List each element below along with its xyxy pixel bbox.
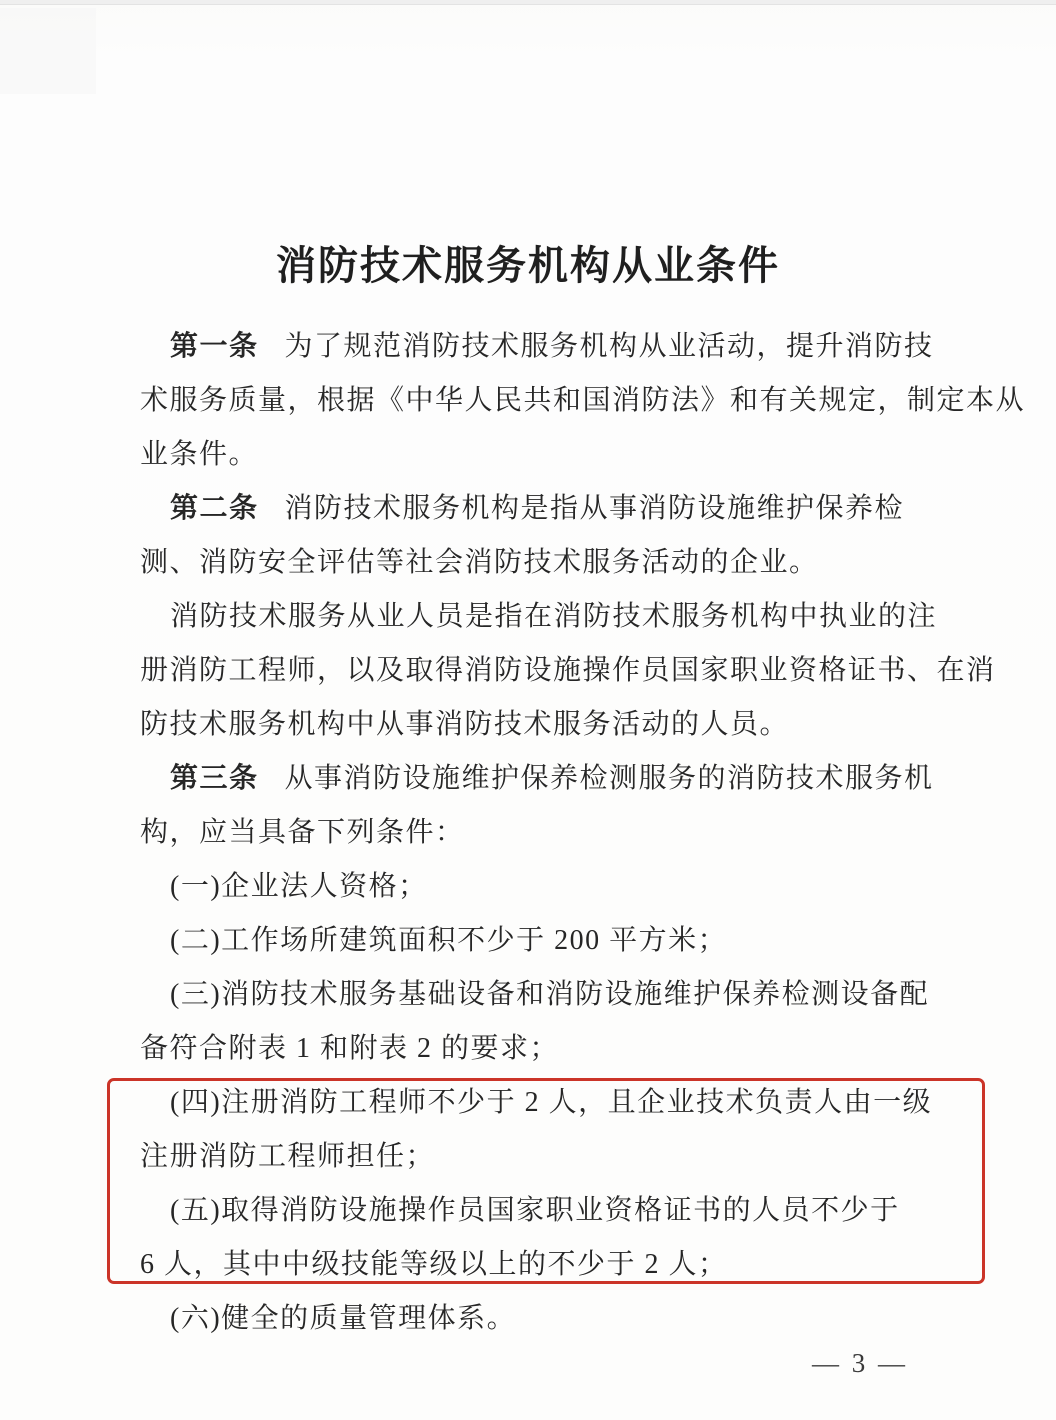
line-text: 消防技术服务从业人员是指在消防技术服务机构中执业的注 bbox=[170, 601, 938, 632]
paragraph-line bbox=[140, 1238, 940, 1292]
scan-artifact bbox=[0, 8, 96, 94]
line-text: (四)注册消防工程师不少于 2 人，且企业技术负责人由一级 bbox=[170, 1087, 933, 1118]
document-body bbox=[140, 320, 1026, 1346]
line-text: (三)消防技术服务基础设备和消防设施维护保养检测设备配 bbox=[170, 979, 930, 1010]
paragraph-line bbox=[140, 698, 940, 752]
line-text: 6 人，其中中级技能等级以上的不少于 2 人； bbox=[140, 1249, 728, 1280]
list-item-1 bbox=[140, 860, 940, 914]
paragraph-line bbox=[140, 428, 940, 482]
paragraph-line bbox=[140, 752, 940, 806]
paragraph-line bbox=[140, 806, 940, 860]
line-text: 防技术服务机构中从事消防技术服务活动的人员。 bbox=[140, 709, 790, 740]
list-item-2 bbox=[140, 914, 940, 968]
scan-top-edge bbox=[0, 0, 1056, 5]
line-text: 业条件。 bbox=[140, 439, 259, 470]
line-text: 构，应当具备下列条件： bbox=[140, 817, 465, 848]
list-item-5 bbox=[140, 1184, 940, 1238]
paragraph-line bbox=[140, 590, 940, 644]
list-item-3 bbox=[140, 968, 940, 1022]
line-text: 消防技术服务机构是指从事消防设施维护保养检 bbox=[284, 493, 905, 524]
paragraph-line bbox=[140, 1130, 940, 1184]
paragraph-line bbox=[140, 482, 940, 536]
line-text: (六)健全的质量管理体系。 bbox=[170, 1303, 517, 1334]
line-text: (五)取得消防设施操作员国家职业资格证书的人员不少于 bbox=[170, 1195, 900, 1226]
article-label: 第三条 bbox=[170, 763, 259, 794]
line-text: 册消防工程师，以及取得消防设施操作员国家职业资格证书、在消 bbox=[140, 655, 996, 686]
paragraph-line bbox=[140, 1022, 940, 1076]
page-title: 消防技术服务机构从业条件 bbox=[276, 243, 780, 288]
line-text: (一)企业法人资格； bbox=[170, 871, 428, 902]
page-number: — 3 — bbox=[812, 1348, 908, 1378]
article-label: 第二条 bbox=[170, 493, 259, 524]
paragraph-line bbox=[140, 644, 996, 698]
line-text: 从事消防设施维护保养检测服务的消防技术服务机 bbox=[284, 763, 934, 794]
line-text: 为了规范消防技术服务机构从业活动，提升消防技 bbox=[284, 331, 934, 362]
line-text: 注册消防工程师担任； bbox=[140, 1141, 436, 1172]
paragraph-line bbox=[140, 536, 940, 590]
paragraph-line bbox=[140, 374, 1026, 428]
paragraph-line bbox=[140, 320, 940, 374]
line-text: (二)工作场所建筑面积不少于 200 平方米； bbox=[170, 925, 728, 956]
line-text: 术服务质量，根据《中华人民共和国消防法》和有关规定，制定本从 bbox=[140, 385, 1026, 416]
line-text: 备符合附表 1 和附表 2 的要求； bbox=[140, 1033, 560, 1064]
line-text: 测、消防安全评估等社会消防技术服务活动的企业。 bbox=[140, 547, 819, 578]
article-label: 第一条 bbox=[170, 331, 259, 362]
list-item-4 bbox=[140, 1076, 940, 1130]
list-item-6 bbox=[140, 1292, 940, 1346]
